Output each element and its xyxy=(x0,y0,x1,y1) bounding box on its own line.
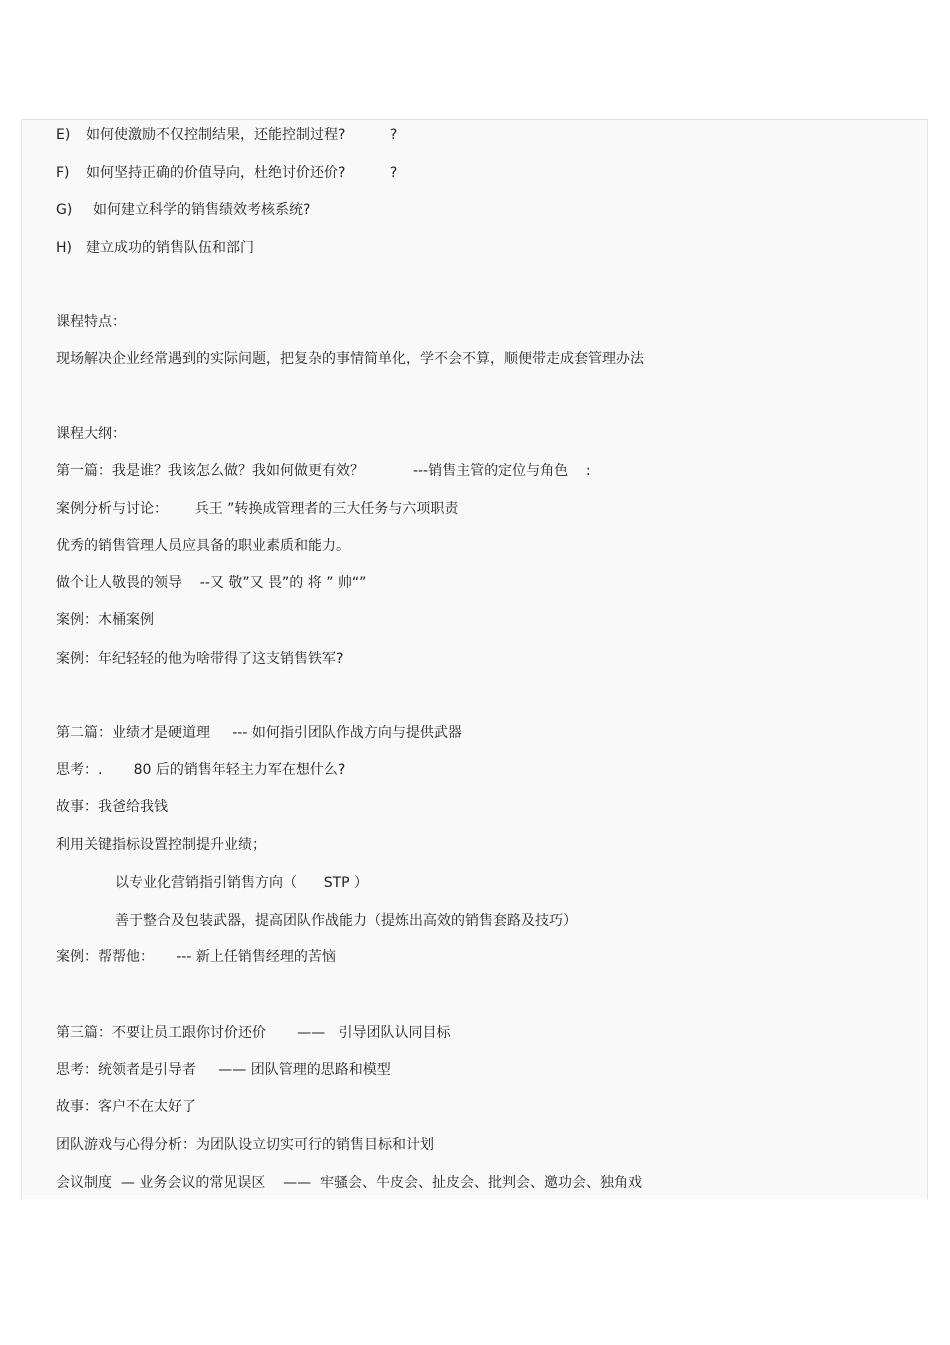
part1-line: 案例分析与讨论： 兵王 ”转换成管理者的三大任务与六项职责 xyxy=(56,501,459,517)
part1-title: 第一篇：我是谁？我该怎么做？我如何做更有效？ ---销售主管的定位与角色 : xyxy=(56,463,591,479)
list-item-text: 如何建立科学的销售绩效考核系统? xyxy=(93,202,311,218)
list-item-e xyxy=(56,126,397,144)
part2-indented-line: 善于整合及包装武器，提高团队作战能力（提炼出高效的销售套路及技巧） xyxy=(115,913,577,929)
list-item-f xyxy=(56,164,397,182)
part1-line: 做个让人敬畏的领导 --又 敬”又 畏”的 将 ” 帅“” xyxy=(56,575,367,591)
part1-line: 优秀的销售管理人员应具备的职业素质和能力。 xyxy=(56,538,350,554)
list-item-text: 如何使激励不仅控制结果，还能控制过程? ? xyxy=(86,127,398,143)
part2-indented-line: 以专业化营销指引销售方向（ STP ） xyxy=(115,875,369,891)
outline-heading: 课程大纲： xyxy=(56,426,126,442)
part3-line: 会议制度 — 业务会议的常见误区 —— 牢骚会、牛皮会、扯皮会、批判会、邀功会、独角戏 xyxy=(56,1175,643,1191)
part3-line: 故事：客户不在太好了 xyxy=(56,1099,196,1115)
part2-title: 第二篇：业绩才是硬道理 --- 如何指引团队作战方向与提供武器 xyxy=(56,725,462,741)
list-item-g xyxy=(56,201,310,219)
list-marker: H) xyxy=(56,240,72,256)
features-heading: 课程特点： xyxy=(56,314,126,330)
part2-closing: 案例：帮帮他： --- 新上任销售经理的苦恼 xyxy=(56,949,336,965)
features-text: 现场解决企业经常遇到的实际问题，把复杂的事情简单化，学不会不算，顺便带走成套管理办法 xyxy=(56,351,644,367)
part2-line: 利用关键指标设置控制提升业绩； xyxy=(56,837,266,853)
list-item-text: 建立成功的销售队伍和部门 xyxy=(86,240,254,256)
part1-line: 案例：木桶案例 xyxy=(56,612,154,628)
part3-line: 思考：统领者是引导者 —— 团队管理的思路和模型 xyxy=(56,1062,391,1078)
list-item-text: 如何坚持正确的价值导向，杜绝讨价还价? ? xyxy=(86,165,398,181)
list-item-h xyxy=(56,239,254,257)
list-marker: E) xyxy=(56,127,71,143)
part2-line: 故事：我爸给我钱 xyxy=(56,799,168,815)
list-marker: G) xyxy=(56,202,73,218)
list-marker: F) xyxy=(56,165,70,181)
part3-title: 第三篇：不要让员工跟你讨价还价 —— 引导团队认同目标 xyxy=(56,1025,451,1041)
part1-line: 案例：年纪轻轻的他为啥带得了这支销售铁军? xyxy=(56,651,344,667)
part2-line: 思考：. 80 后的销售年轻主力军在想什么? xyxy=(56,762,346,778)
part3-line: 团队游戏与心得分析：为团队设立切实可行的销售目标和计划 xyxy=(56,1137,434,1153)
